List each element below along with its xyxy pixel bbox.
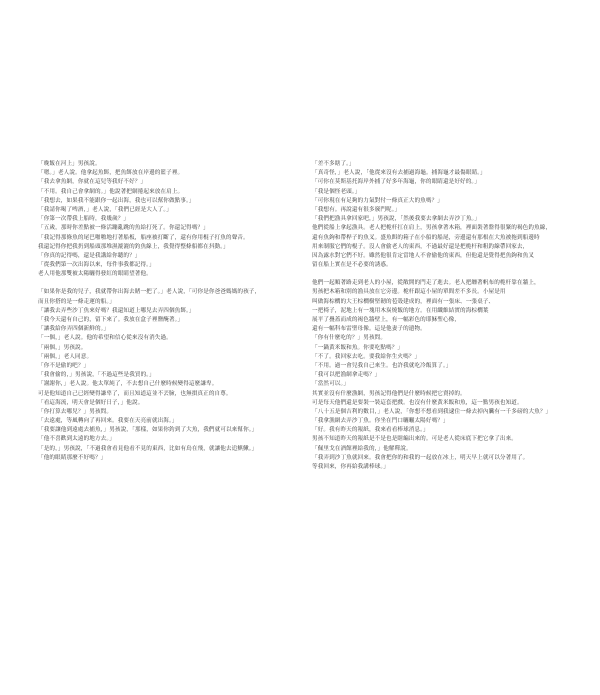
text-line: 一把椅子，泥地上有一塊用木炭燒飯的地方。在用纖維結實的海棕櫚葉	[312, 307, 489, 314]
text-line: 他們一起順著路走到老人的小屋，從敞開的門走了進去。老人把纏著帆布的桅杆靠在牆上，	[312, 280, 540, 287]
text-line: 「兩個，」男孩說。	[38, 344, 87, 351]
text-line: 其實並沒有什麼漁網，男孩記得他們是什麼時候把它賣掉的。	[312, 390, 466, 397]
text-line: 「晚飯在河上」男孩說。	[38, 161, 101, 167]
text-line: 「他不喜歡到太遠的地方去。」	[38, 436, 115, 443]
text-line: 而且你搭的是一條走運的船。」	[38, 298, 115, 305]
text-line: 「我會偷的，」男孩說，「不過這些是我買的。」	[38, 372, 155, 379]
text-line: 「你打算去哪兒？」男孩問。	[38, 408, 113, 415]
text-line: 「你第一次帶我上船時，我幾歲？」	[38, 216, 130, 223]
text-line: 「我要讓他到遠處去捕魚，」男孩說，「那樣，如果你釣到了大魚，我們就可以來幫你。」	[38, 427, 258, 434]
text-line: 叫做海棕櫚的大王棕櫚樹堅韌的苞殼建成的，裡面有一張床、一張桌子、	[312, 298, 495, 305]
text-line: 「五歲，那時你差點被一條活蹦亂跳的魚給打死了。你還記得嗎？」	[38, 225, 209, 232]
right-page	[312, 160, 572, 472]
text-line: 「我們把漁具拿回家吧，」男孩說，「然後我要去拿網去弄沙丁魚。」	[312, 216, 481, 223]
paragraph-gap	[312, 270, 572, 279]
text-line: 他們從船上拿起漁具。老人把桅杆扛在肩上，男孩拿著木箱，裡面裝著盤得很緊的褐色釣魚線，	[312, 225, 552, 232]
text-line: 「一鍋黃米飯和魚。你要吃點嗎？」	[312, 344, 404, 351]
text-line: 「我去拿魚網，你就在這兒等我好不好？」	[38, 179, 147, 186]
text-line: 「如果你是我的兒子，我就帶你出海去賭一把了。」老人說，「可你是你爸爸媽媽的孩子，	[38, 289, 261, 296]
text-line: 「不了。我回家去吃。要我給你生火嗎？」	[312, 353, 421, 360]
text-line: 「不用。我自己會拿網的。」他說著把網捲起來放在肩上。	[38, 188, 184, 195]
text-line: 「當然可以。」	[312, 381, 350, 388]
text-line: 等我回來，你再給我講棒球。」	[312, 464, 389, 470]
text-line: 展平了疊蓋而成的褐色牆壁上，有一幅彩色的耶穌聖心像，	[312, 317, 461, 323]
text-line: 「是的，」男孩說，「不過我會看見他看不見的東西，比如有鳥在飛，就讓他去追鯕鰍。」	[38, 445, 258, 452]
text-line: 留在船上實在是不必要的誘惑。	[312, 262, 392, 269]
text-line: 男孩把木箱和別的漁具放在它旁邊。桅杆跟這小屋的單間差不多長。小屋是用	[312, 289, 506, 296]
text-line: 「從我們第一次出海以來，每件事我都記得。」	[38, 262, 155, 269]
left-page	[38, 160, 298, 463]
text-line: 「我想去，如果我不能跟你一起出海，我也可以幫你做點事。」	[38, 197, 195, 204]
text-line: 「我請你喝了啤酒，」老人說，「我們已經是大人了。」	[38, 206, 172, 213]
text-line: 「不用。過一會兒我自己來生。也許我就吃冷飯算了。」	[312, 362, 452, 369]
text-line: 「你真的記得嗎，還是我講給你聽的？」	[38, 252, 141, 259]
text-line: 「真奇怪，」老人說，「他從來沒有去捕過海龜。捕海龜才最傷眼睛。」	[312, 170, 486, 177]
text-line: 「我拿漁網去弄沙丁魚。你坐在門口曬曬太陽好嗎？」	[312, 418, 449, 425]
text-line: 還有魚鉤和帶桿子的魚叉。盛魚餌的箱子在小船的船尾，旁邊還有那根在大魚被拖到船邊時	[312, 234, 540, 241]
text-line: 「可你現在有足夠的力氣對付一條真正大的魚嗎？」	[312, 197, 443, 204]
text-line: 「佩里戈在酒館裡給我的，」他解釋說。	[312, 445, 412, 452]
text-line: 「我是個怪老頭。」	[312, 188, 361, 195]
paragraph-gap	[38, 279, 298, 288]
text-line: 「謝謝你，」老人說。他太單純了，不去想自己什麼時候變得這麼謙卑。	[38, 381, 218, 388]
text-line: 「可你在莫斯基托海岸外捕了好多年海龜，你的眼睛還是好好的。」	[312, 179, 481, 186]
text-line: 「我可以把漁網拿走嗎？」	[312, 372, 381, 379]
text-line: 「我弄到沙丁魚就回來。我會把你的和我的一起放在冰上，明天早上就可以分著用了。	[312, 454, 529, 461]
text-line: 「讓我給你弄四個新鮮的。」	[38, 326, 110, 333]
text-line: 「一個，」老人說。他的希望和信心從來沒有消失過。	[38, 335, 172, 342]
text-line: 「他的眼睛那麼不好嗎？」	[38, 454, 107, 461]
text-line: 「你有什麼吃的？」男孩問。	[312, 335, 387, 342]
text-line: 男孩不知道昨天的報紙是不是也是瞎編出來的。可是老人從床底下把它拿了出來。	[312, 436, 517, 443]
text-line: 我還記得你把我扔到船頭那堆濕漉漉的釣魚線上，我覺得整條船都在抖動。」	[38, 243, 229, 250]
text-line: 「好。我有昨天的報紙，我來看看棒球消息。」	[312, 427, 429, 434]
text-line: 「我今天還有自己的，留下來了。我放在盒子裡鹽醃著。」	[38, 317, 184, 323]
text-line: 「讓我去弄些沙丁魚來好嗎？我還知道上哪兒去弄四個魚餌。」	[38, 307, 195, 314]
text-line: 「我記得那條魚的尾巴啪啪地打著船板，船座被打斷了，還有你用棍子打魚的聲音。	[38, 234, 249, 241]
text-line: 用來制服它們的棍子。沒人會偷老人的東西，不過最好還是把桅杆和粗釣線帶回家去，	[312, 243, 529, 250]
text-line: 「八十五是個吉利的數目，」老人說，「你想不想看到我逮住一條去掉內臟有一千多磅的大魚？」	[312, 408, 552, 415]
text-line: 「差不多瞎了。」	[312, 161, 355, 167]
text-line: 因為露水對它們不好。雖然他很肯定當地人不會偷他的東西，但他還是覺得把魚鉤和魚叉	[312, 252, 535, 259]
text-line: 可是每天他們還是要裝一裝這套把戲。也沒有什麼黃米飯和魚，這一點男孩也知道。	[312, 399, 523, 406]
text-line: 還有一幅科布雷聖母像。這是他妻子的遺物。	[312, 326, 426, 333]
text-line: 「你不是偷的吧？」	[38, 362, 90, 369]
text-line: 「去遠處，等風轉向了再回來。我要在天亮前就出海。」	[38, 418, 178, 425]
text-line: 可是他知道自己已經變得謙卑了，而且知道這並不丟臉，也無損真正的自尊。	[38, 390, 232, 397]
text-line: 「嗯。」老人說。他拿起魚餌，把魚餌放在岸邊的籃子裡。	[38, 170, 184, 177]
text-line: 「看這海流，明天會是個好日子，」他說。	[38, 399, 144, 406]
text-line: 老人用他那雙被太陽曬得發紅的眼睛望著他。	[38, 271, 152, 278]
text-line: 「我想有。再說還有很多竅門呢。」	[312, 206, 401, 213]
text-line: 「兩個，」老人同意。	[38, 353, 93, 360]
